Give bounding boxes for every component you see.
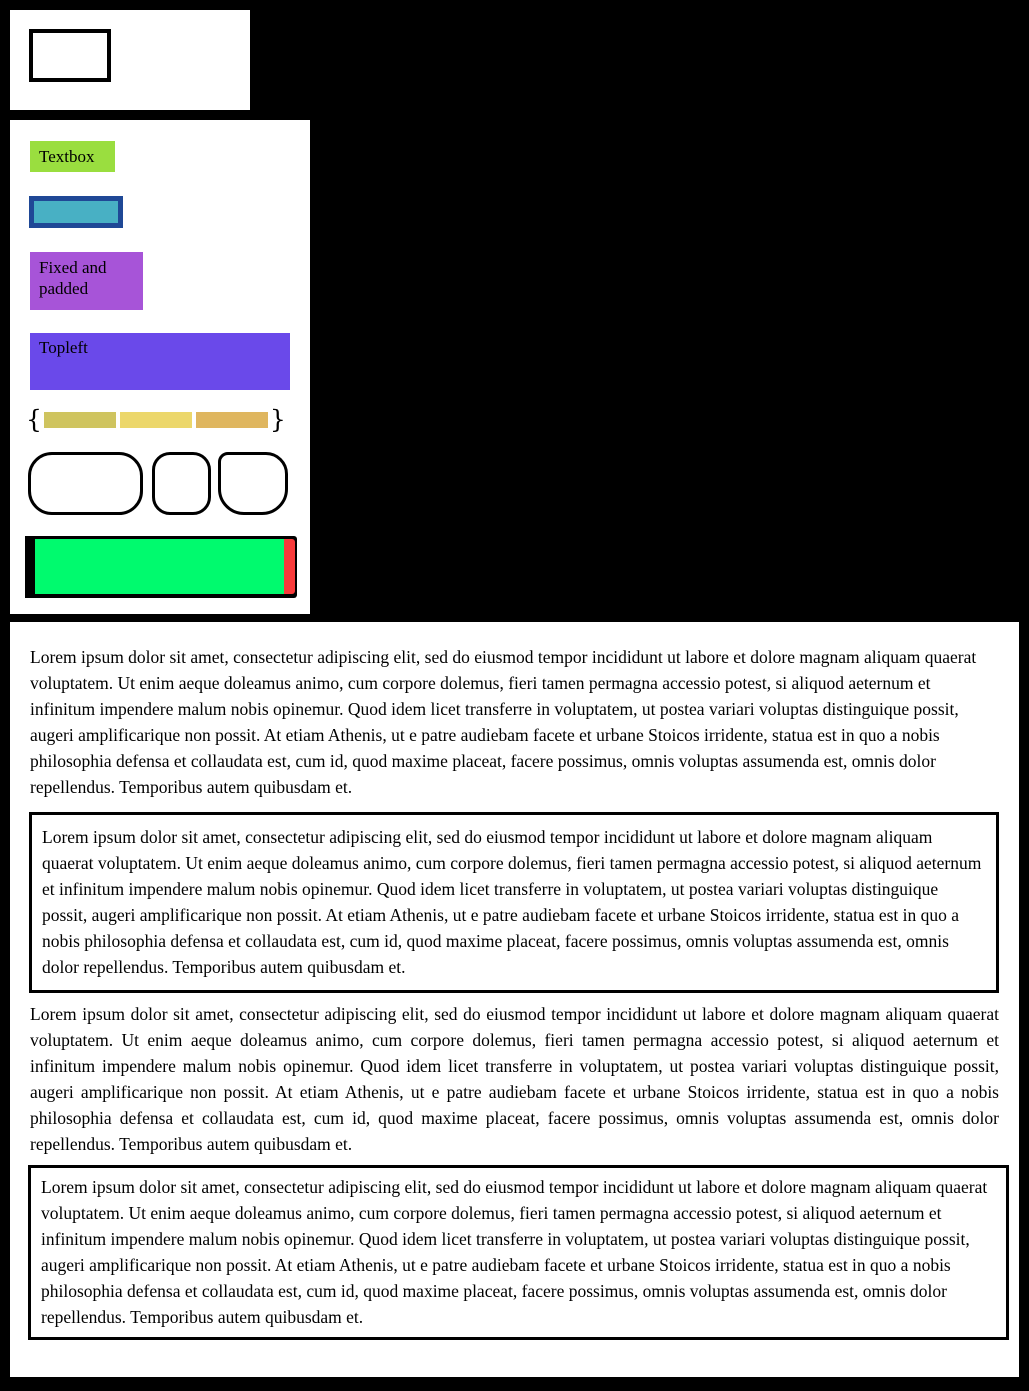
brace-row — [26, 406, 286, 434]
rounded-rect-1 — [28, 452, 143, 515]
rounded-rect-3 — [218, 452, 288, 515]
topleft-box: Topleft — [30, 333, 290, 390]
document-panel — [10, 622, 1019, 1377]
progress-fill-green — [35, 539, 284, 594]
fixed-padded-box: Fixed and padded — [30, 252, 143, 310]
khaki-bar-3 — [196, 412, 268, 428]
khaki-bar-2 — [120, 412, 192, 428]
brace-open-glyph: { — [26, 405, 42, 434]
progress-bar — [25, 536, 297, 598]
rounded-rect-2 — [152, 452, 211, 515]
outlined-rectangle — [29, 29, 111, 82]
widgets-panel — [10, 120, 310, 614]
teal-input-box[interactable] — [29, 196, 123, 228]
paragraph-boxed-2: Lorem ipsum dolor sit amet, consectetur adipiscing elit, sed do eiusmod tempor incididunt ut labore et dolore magnam aliquam quaerat voluptatem. Ut enim aeque doleamus animo, cum corpore dolemus, fieri tamen permagna accessio potest, si aliquod aeternum et infinitum impendere malum nobis opinemur. Quod idem licet transferre in voluptatem, ut postea variari voluptas distinguique possit, augeri amplificarique non possit. At etiam Athenis, ut e patre audiebam facete et urbane Stoicos irridente, statua est in quo a nobis philosophia defensa et collaudata est, cum id, quod maxime placeat, facere possimus, omnis voluptas assumenda est, omnis dolor repellendus. Temporibus autem quibusdam et. — [28, 1165, 1009, 1340]
brace-close-glyph: } — [269, 405, 286, 434]
paragraph-boxed-1: Lorem ipsum dolor sit amet, consectetur adipiscing elit, sed do eiusmod tempor incididunt ut labore et dolore magnam aliquam quaerat voluptatem. Ut enim aeque doleamus animo, cum corpore dolemus, fieri tamen permagna accessio potest, si aliquod aeternum et infinitum impendere malum nobis opinemur. Quod idem licet transferre in voluptatem, ut postea variari voluptas distinguique possit, augeri amplificarique non possit. At etiam Athenis, ut e patre audiebam facete et urbane Stoicos irridente, statua est in quo a nobis philosophia defensa et collaudata est, cum id, quod maxime placeat, facere possimus, omnis voluptas assumenda est, omnis dolor repellendus. Temporibus autem quibusdam et. — [29, 812, 999, 993]
top-card — [10, 10, 250, 110]
progress-remainder-red — [284, 539, 295, 594]
rounded-rect-row — [28, 452, 288, 515]
paragraph-plain-1: Lorem ipsum dolor sit amet, consectetur adipiscing elit, sed do eiusmod tempor incididunt ut labore et dolore magnam aliquam quaerat voluptatem. Ut enim aeque doleamus animo, cum corpore dolemus, fieri tamen permagna accessio potest, si aliquod aeternum et infinitum impendere malum nobis opinemur. Quod idem licet transferre in voluptatem, ut postea variari voluptas distinguique possit, augeri amplificarique non possit. At etiam Athenis, ut e patre audiebam facete et urbane Stoicos irridente, statua est in quo a nobis philosophia defensa et collaudata est, cum id, quod maxime placeat, facere possimus, omnis voluptas assumenda est, omnis dolor repellendus. Temporibus autem quibusdam et. — [30, 647, 977, 797]
paragraph-justified: Lorem ipsum dolor sit amet, consectetur adipiscing elit, sed do eiusmod tempor incididunt ut labore et dolore magnam aliquam quaerat voluptatem. Ut enim aeque doleamus animo, cum corpore dolemus, fieri tamen permagna accessio potest, si aliquod aeternum et infinitum impendere malum nobis opinemur. Quod idem licet transferre in voluptatem, ut postea variari voluptas distinguique possit, augeri amplificarique non possit. At etiam Athenis, ut e patre audiebam facete et urbane Stoicos irridente, statua est in quo a nobis philosophia defensa et collaudata est, cum id, quod maxime placeat, facere possimus, omnis voluptas assumenda est, omnis dolor repellendus. Temporibus autem quibusdam et. — [30, 1004, 999, 1154]
khaki-bar-1 — [44, 412, 116, 428]
textbox-widget[interactable]: Textbox — [30, 141, 115, 172]
